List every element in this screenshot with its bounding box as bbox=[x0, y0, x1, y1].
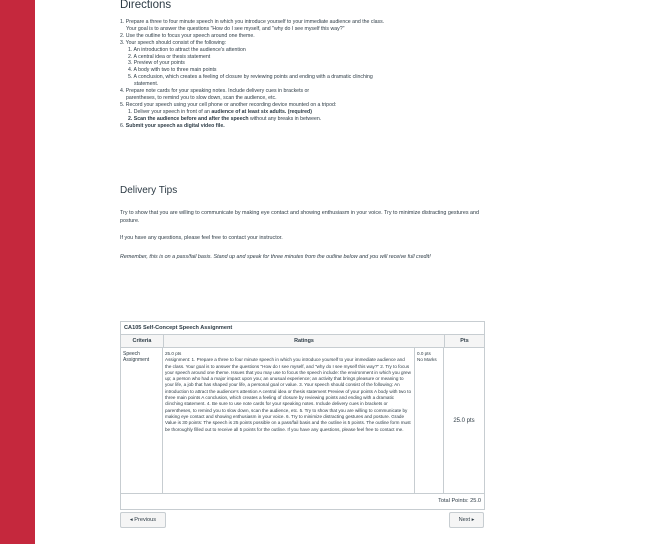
rating-none bbox=[415, 348, 443, 493]
rating-none-pts: 0.0 pts bbox=[417, 351, 431, 356]
list-item: 3. Preview of your points bbox=[128, 60, 185, 67]
rating-none-label: No Marks bbox=[417, 357, 437, 362]
rubric-caption: CA105 Self-Concept Speech Assignment bbox=[121, 322, 484, 335]
list-item-bold: Submit your speech as digital video file. bbox=[125, 122, 225, 129]
list-item: 4. Prepare note cards for your speaking notes. Include delivery cues in brackets or bbox=[120, 88, 310, 95]
rubric-table bbox=[120, 321, 485, 510]
delivery-tips-heading: Delivery Tips bbox=[120, 185, 178, 196]
ratings-cell bbox=[163, 348, 444, 493]
list-item: 2. A central idea or thesis statement bbox=[128, 53, 211, 60]
total-points: Total Points: 25.0 bbox=[438, 498, 481, 504]
pass-fail-note: Remember, this is on a pass/fail basis. Stand up and speak for three minutes from the outline below and you will receive full credit! bbox=[120, 254, 431, 260]
list-item: Your goal is to answer the questions "How do I see myself, and "why do I see myself this way?" bbox=[126, 25, 345, 32]
list-item bbox=[120, 123, 490, 130]
list-item-bold: 2. Scan the audience before and after the speech bbox=[128, 115, 249, 122]
list-item bbox=[120, 116, 490, 123]
list-item-bold: audience of at least six adults. (required) bbox=[211, 108, 312, 115]
delivery-paragraph: Try to show that you are willing to communicate by making eye contact and showing enthusiasm in your voice. Try to minimize distracting gestures and posture. bbox=[120, 210, 480, 224]
ratings-header: Ratings bbox=[164, 335, 445, 347]
rating-full bbox=[163, 348, 415, 493]
previous-button[interactable]: ◂ Previous bbox=[120, 512, 166, 528]
list-item: 1. Prepare a three to four minute speech in which you introduce yourself to your immediate audience and the class. bbox=[120, 19, 385, 25]
criterion-cell: Speech Assignment bbox=[121, 348, 163, 493]
criteria-header: Criteria bbox=[121, 335, 164, 347]
directions-heading: Directions bbox=[120, 0, 172, 11]
list-item: 4. A body with two to three main points bbox=[128, 67, 217, 74]
pts-cell: 25.0 pts bbox=[453, 417, 475, 424]
list-item: 2. Use the outline to focus your speech around one theme. bbox=[120, 32, 255, 39]
rubric-header bbox=[121, 335, 484, 348]
list-item-text: 1. Deliver your speech in front of an bbox=[128, 108, 212, 115]
list-item: 5. Record your speech using your cell phone or another recording device mounted on a tripod: bbox=[120, 101, 337, 108]
contact-paragraph: If you have any questions, please feel free to contact your instructor. bbox=[120, 235, 283, 241]
list-item-text: 6. bbox=[120, 122, 126, 129]
rating-full-desc: Assignment: 1. Prepare a three to four minute speech in which you introduce yourself to your immediate audience and the class. Your goal is to answer the questions "How do I see myself, and "why do I see myself this way?" 2. Try to focus your speech around one theme. Issues that you may use to focus the speech include: the environment in which you grew up; a person who had a major impact upon you; an unusual experience; an activity that brings pleasure or meaning to your life, a job that has shaped your life, a personal goal or value. 3. Your speech should consist of the following: An introduction to attract the audience's attention A central idea or thesis statement Preview of your points A body with two to three main points A conclusion, which creates a feeling of closure by reviewing points and ending with a dramatic clinching statement. 4. Be sure to use note cards for your speaking notes. Include delivery cues in brackets or parentheses, to remind you to slow down, scan the audience, etc. 5. Try to show that you are willing to communicate by making eye contact and showing enthusiasm in your voice. 6. Try to minimize distracting gestures and posture. Grade Value is 30 points: The speech is 25 points possible on a pass/fail basis and the outline is 5 points. The outline form must be thoroughly filled out to receive all 5 points for the outline. If you have any questions, please feel free to contact me. bbox=[165, 357, 412, 432]
pts-header: Pts bbox=[460, 338, 469, 344]
list-item: parentheses, to remind you to slow down, scan the audience, etc. bbox=[126, 94, 277, 101]
table-row bbox=[121, 348, 484, 494]
list-item-text: without any breaks in between. bbox=[248, 115, 322, 122]
list-item bbox=[120, 109, 490, 116]
list-item: 1. An introduction to attract the audience's attention bbox=[128, 46, 246, 53]
list-item: statement. bbox=[134, 81, 159, 88]
left-accent-bar bbox=[0, 0, 35, 544]
list-item: 5. A conclusion, which creates a feeling of closure by reviewing points and ending with a dramatic clinching bbox=[128, 74, 373, 81]
list-item: 3. Your speech should consist of the following: bbox=[120, 39, 227, 46]
rating-full-pts: 25.0 pts bbox=[165, 351, 182, 356]
directions-list bbox=[120, 19, 490, 130]
next-button[interactable]: Next ▸ bbox=[449, 512, 484, 528]
